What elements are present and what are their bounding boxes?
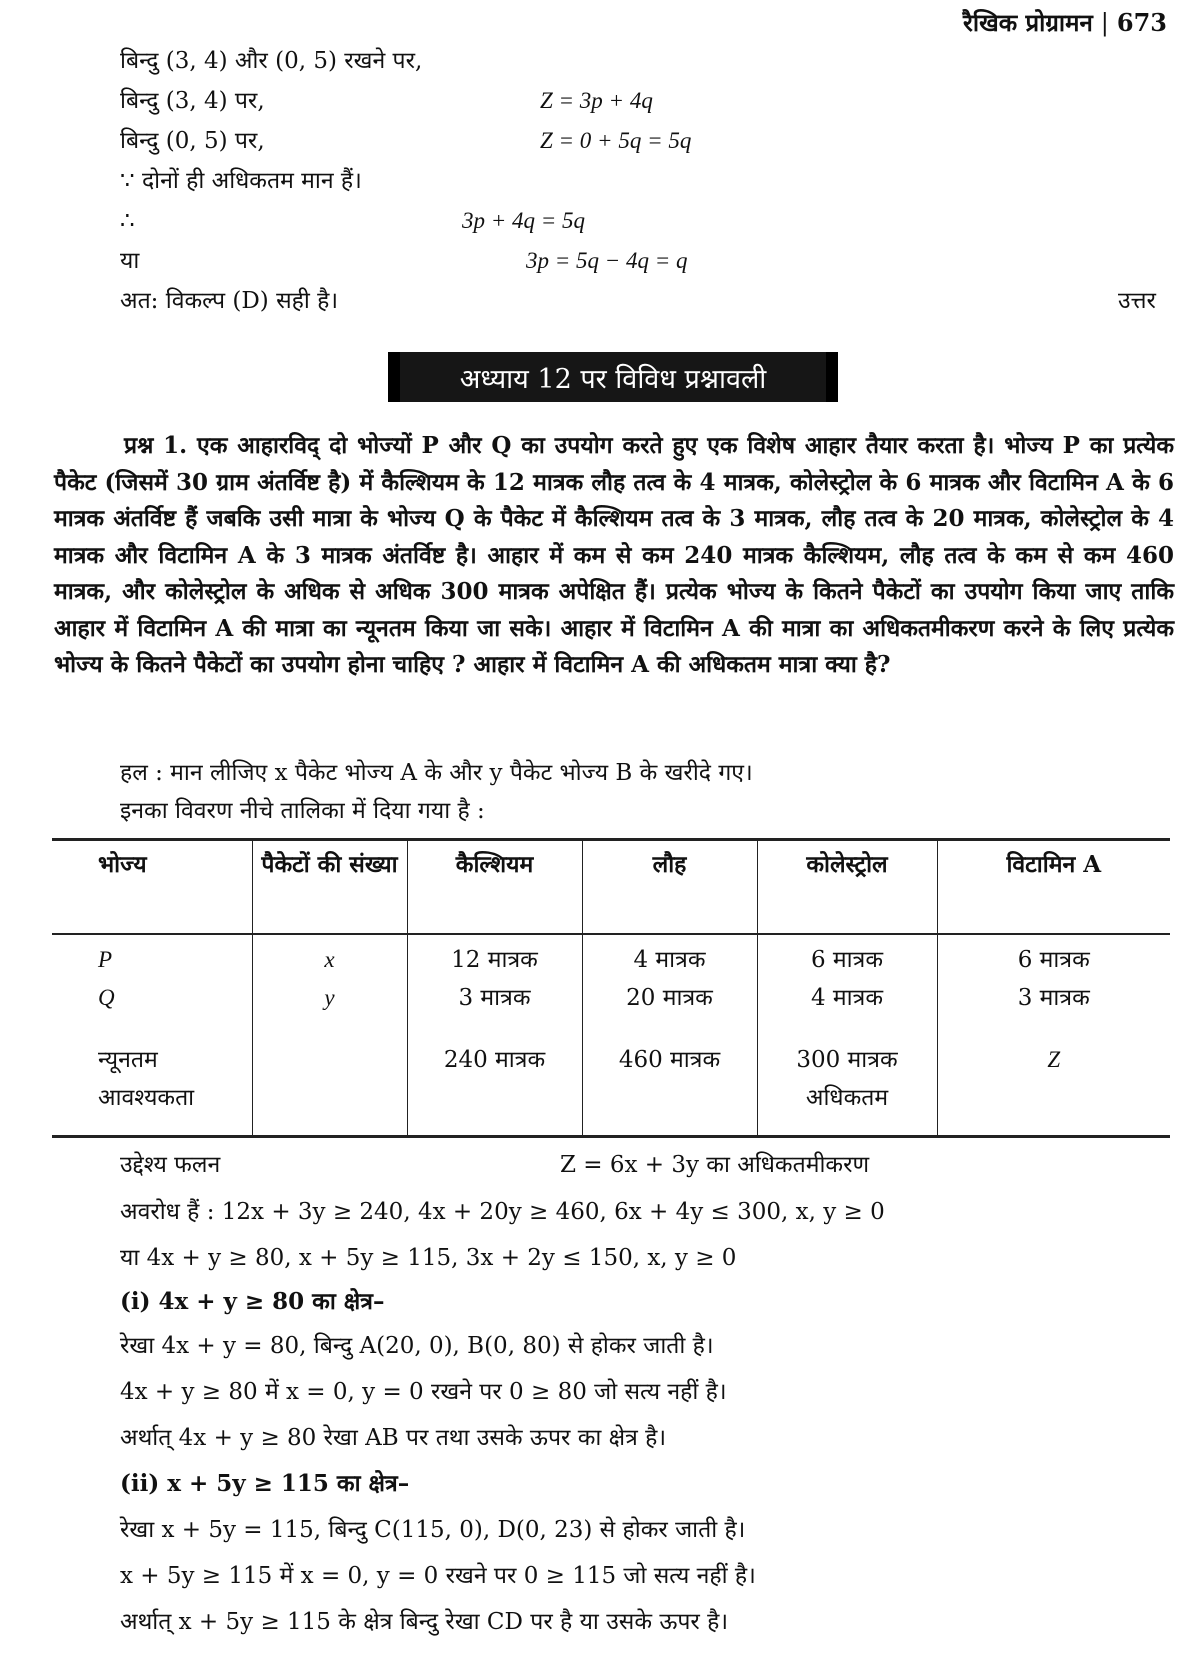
cell-line: P — [98, 947, 113, 972]
nutrition-table — [52, 838, 1170, 1138]
text-line: बिन्दु (0, 5) पर, — [120, 128, 265, 154]
therefore-symbol: ∴ — [120, 208, 135, 234]
text-line: अर्थात् 4x + y ≥ 80 रेखा AB पर तथा उसके ऊपर का क्षेत्र है। — [120, 1425, 667, 1451]
cell-line: 300 मात्रक — [796, 1047, 898, 1073]
table-cell — [407, 934, 582, 1035]
cell-line: 460 मात्रक — [618, 1047, 721, 1073]
table-cell — [582, 934, 757, 1035]
question-text: एक आहारविद् दो भोज्यों P और Q का उपयोग करते हुए एक विशेष आहार तैयार करता है। भोज्य P का प्रत्येक पैकेट (जिसमें 30 ग्राम अंतर्विष्ट है) में कैल्शियम के 12 मात्रक लौह तत्व के 4 मात्रक, कोलेस्ट्रोल के 6 मात्रक और विटामिन A के 6 मात्रक अंतर्विष्ट हैं जबकि उसी मात्रा के भोज्य Q के पैकेट में कैल्शियम तत्व के 3 मात्रक, लौह तत्व के 20 मात्रक, कोलेस्ट्रोल के 4 मात्रक और विटामिन A के 3 मात्रक अंतर्विष्ट है। आहार में कम से कम 240 मात्रक कैल्शियम, लौह तत्व के कम से कम 460 मात्रक, और कोलेस्ट्रोल के अधिक से अधिक 300 मात्रक अपेक्षित हैं। प्रत्येक भोज्य के कितने पैकेटों का उपयोग किया जाए ताकि आहार में विटामिन A की मात्रा का न्यूनतम किया जा सके। आहार में विटामिन A की मात्रा का अधिकतमीकरण करने के लिए प्रत्येक भोज्य के कितने पैकेटों का उपयोग होना चाहिए ? आहार में विटामिन A की अधिकतम मात्रा क्या है? — [54, 432, 1174, 678]
exercise-banner: अध्याय 12 पर विविध प्रश्नावली — [388, 352, 838, 402]
answer-mark: उत्तर — [1118, 288, 1156, 314]
subsection-heading: (i) 4x + y ≥ 80 का क्षेत्र– — [120, 1288, 385, 1315]
cell-line: y — [324, 985, 335, 1010]
column-header: कैल्शियम — [407, 840, 582, 935]
text-line: x + 5y ≥ 115 में x = 0, y = 0 रखने पर 0 ≥ 115 जो सत्य नहीं है। — [120, 1563, 756, 1589]
table-cell — [757, 1035, 937, 1137]
solution-intro: हल : मान लीजिए x पैकेट भोज्य A के और y पैकेट भोज्य B के खरीदे गए। — [120, 760, 753, 786]
cell-line: 20 मात्रक — [626, 985, 713, 1011]
equation: 3p + 4q = 5q — [462, 208, 586, 233]
table-cell — [252, 934, 407, 1035]
text-line: 4x + y ≥ 80 में x = 0, y = 0 रखने पर 0 ≥ 80 जो सत्य नहीं है। — [120, 1379, 727, 1405]
column-header: लौह — [582, 840, 757, 935]
cell-line: 6 मात्रक — [1017, 947, 1090, 973]
cell-line: 6 मात्रक — [810, 947, 883, 973]
table-cell — [52, 934, 252, 1035]
table-cell — [937, 934, 1170, 1035]
text-line: अत: विकल्प (D) सही है। — [120, 288, 339, 314]
table-cell — [252, 1035, 407, 1137]
table-cell — [757, 934, 937, 1035]
equation: Z = 3p + 4q — [540, 88, 653, 113]
cell-line: अधिकतम — [805, 1085, 889, 1111]
page-header — [963, 6, 1167, 39]
subsection-heading: (ii) x + 5y ≥ 115 का क्षेत्र– — [120, 1470, 410, 1497]
column-header: कोलेस्ट्रोल — [757, 840, 937, 935]
table-cell — [937, 1035, 1170, 1137]
question-paragraph — [54, 428, 1174, 684]
cell-line: 3 मात्रक — [458, 985, 531, 1011]
column-header: भोज्य — [52, 840, 252, 935]
cell-line: 4 मात्रक — [810, 985, 883, 1011]
equation: 3p = 5q − 4q = q — [526, 248, 688, 273]
text-line: ∵ दोनों ही अधिकतम मान हैं। — [120, 168, 362, 194]
cell-line: न्यूनतम — [98, 1047, 158, 1073]
cell-line: 3 मात्रक — [1017, 985, 1090, 1011]
text-line: बिन्दु (3, 4) पर, — [120, 88, 265, 114]
cell-line: Z — [1047, 1047, 1061, 1072]
text-line: अर्थात् x + 5y ≥ 115 के क्षेत्र बिन्दु रेखा CD पर है या उसके ऊपर है। — [120, 1609, 729, 1635]
text-line: या — [120, 248, 140, 274]
table-header-row — [52, 840, 1170, 935]
objective-function: Z = 6x + 3y का अधिकतमीकरण — [560, 1152, 870, 1178]
text-line: बिन्दु (3, 4) और (0, 5) रखने पर, — [120, 48, 423, 74]
header-separator: | — [1100, 9, 1109, 37]
objective-label: उद्देश्य फलन — [120, 1152, 221, 1178]
table-cell — [407, 1035, 582, 1137]
constraints-line: या 4x + y ≥ 80, x + 5y ≥ 115, 3x + 2y ≤ 150, x, y ≥ 0 — [120, 1245, 737, 1271]
column-header: पैकेटों की संख्या — [252, 840, 407, 935]
constraints-line: अवरोध हैं : 12x + 3y ≥ 240, 4x + 20y ≥ 460, 6x + 4y ≤ 300, x, y ≥ 0 — [120, 1199, 885, 1225]
cell-line: 12 मात्रक — [451, 947, 538, 973]
question-label: प्रश्न 1. — [124, 432, 188, 459]
cell-line: x — [324, 947, 335, 972]
cell-line: Q — [98, 985, 115, 1010]
solution-intro: इनका विवरण नीचे तालिका में दिया गया है : — [120, 798, 485, 824]
cell-line: 4 मात्रक — [633, 947, 706, 973]
table-row — [52, 1035, 1170, 1137]
table-cell — [582, 1035, 757, 1137]
table-row — [52, 934, 1170, 1035]
cell-line: 240 मात्रक — [443, 1047, 546, 1073]
column-header: विटामिन A — [1006, 851, 1102, 878]
text-line: रेखा x + 5y = 115, बिन्दु C(115, 0), D(0, 23) से होकर जाती है। — [120, 1517, 746, 1543]
table-cell — [52, 1035, 252, 1137]
cell-line: आवश्यकता — [98, 1085, 195, 1111]
text-line: रेखा 4x + y = 80, बिन्दु A(20, 0), B(0, 80) से होकर जाती है। — [120, 1333, 714, 1359]
page-number: 673 — [1116, 8, 1167, 37]
equation: Z = 0 + 5q = 5q — [540, 128, 692, 153]
chapter-title: रैखिक प्रोग्रामन — [963, 8, 1093, 37]
